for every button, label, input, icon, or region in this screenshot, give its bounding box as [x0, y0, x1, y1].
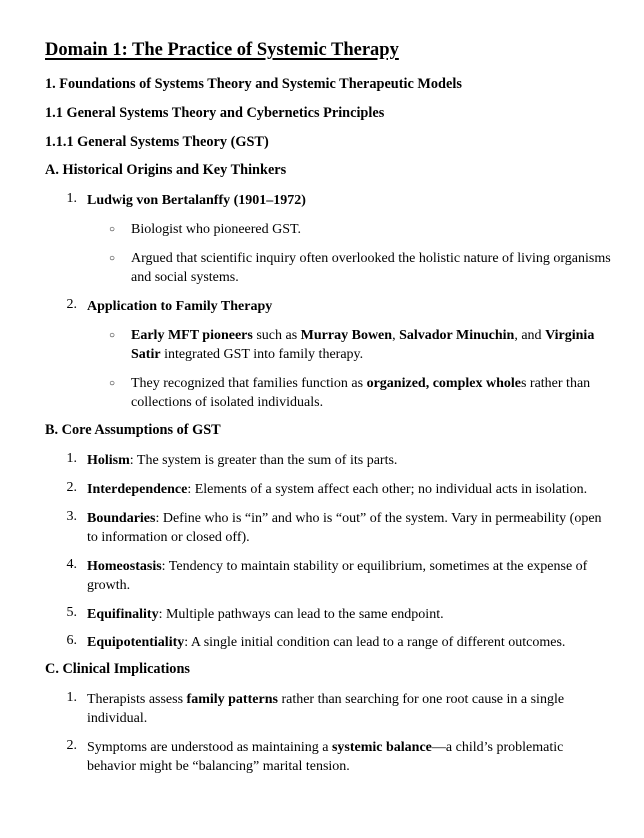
- list-item: Therapists assess family patterns rather than searching for one root cause in a single individual.: [87, 692, 565, 726]
- heading-gst-cybernetics: 1.1 General Systems Theory and Cybernetics Principles: [45, 105, 385, 121]
- section-a-heading: A. Historical Origins and Key Thinkers: [45, 162, 287, 178]
- list-item: Symptoms are understood as maintaining a systemic balance—a child’s problematic behavior might be “balancing” marital tension.: [87, 740, 564, 774]
- bullet-marker: ○: [109, 253, 116, 264]
- list-item: Boundaries: Define who is “in” and who is “out” of the system. Vary in permeability (open to information or closed off).: [87, 511, 602, 545]
- item-label: Application to Family Therapy: [87, 299, 273, 314]
- heading-foundations: 1. Foundations of Systems Theory and Systemic Therapeutic Models: [45, 76, 462, 92]
- list-item: [87, 297, 612, 316]
- item-label: Ludwig von Bertalanffy (1901–1972): [87, 193, 306, 208]
- list-number: 4.: [66, 557, 77, 572]
- bullet-item: Argued that scientific inquiry often overlooked the holistic nature of living organisms and social systems.: [131, 251, 611, 285]
- list-item: Equifinality: Multiple pathways can lead to the same endpoint.: [87, 607, 444, 622]
- heading-gst: 1.1.1 General Systems Theory (GST): [45, 134, 269, 150]
- list-number: 2.: [66, 738, 77, 753]
- bullet-marker: ○: [109, 330, 116, 341]
- list-number: 1.: [66, 690, 77, 705]
- section-b-heading: B. Core Assumptions of GST: [45, 422, 221, 438]
- list-item: Holism: The system is greater than the sum of its parts.: [87, 453, 398, 468]
- section-c-heading: C. Clinical Implications: [45, 661, 190, 677]
- list-number: 1.: [66, 451, 77, 466]
- list-item: Interdependence: Elements of a system affect each other; no individual acts in isolation.: [87, 482, 588, 497]
- list-number: 5.: [66, 605, 77, 620]
- list-item: Homeostasis: Tendency to maintain stability or equilibrium, sometimes at the expense of growth.: [87, 559, 588, 593]
- list-number: 1.: [66, 191, 77, 206]
- list-item: Equipotentiality: A single initial condition can lead to a range of different outcomes.: [87, 635, 566, 650]
- bullet-item: Early MFT pioneers such as Murray Bowen, Salvador Minuchin, and Virginia Satir integrated GST into family therapy.: [131, 328, 595, 362]
- bullet-item: Biologist who pioneered GST.: [131, 222, 302, 237]
- bullet-marker: ○: [109, 378, 116, 389]
- list-item: [87, 191, 612, 210]
- list-number: 2.: [66, 480, 77, 495]
- page-title: Domain 1: The Practice of Systemic Therapy: [45, 40, 399, 60]
- bullet-item: They recognized that families function as organized, complex wholes rather than collections of isolated individuals.: [131, 376, 591, 410]
- list-number: 2.: [66, 297, 77, 312]
- list-number: 6.: [66, 633, 77, 648]
- list-number: 3.: [66, 509, 77, 524]
- bullet-marker: ○: [109, 224, 116, 235]
